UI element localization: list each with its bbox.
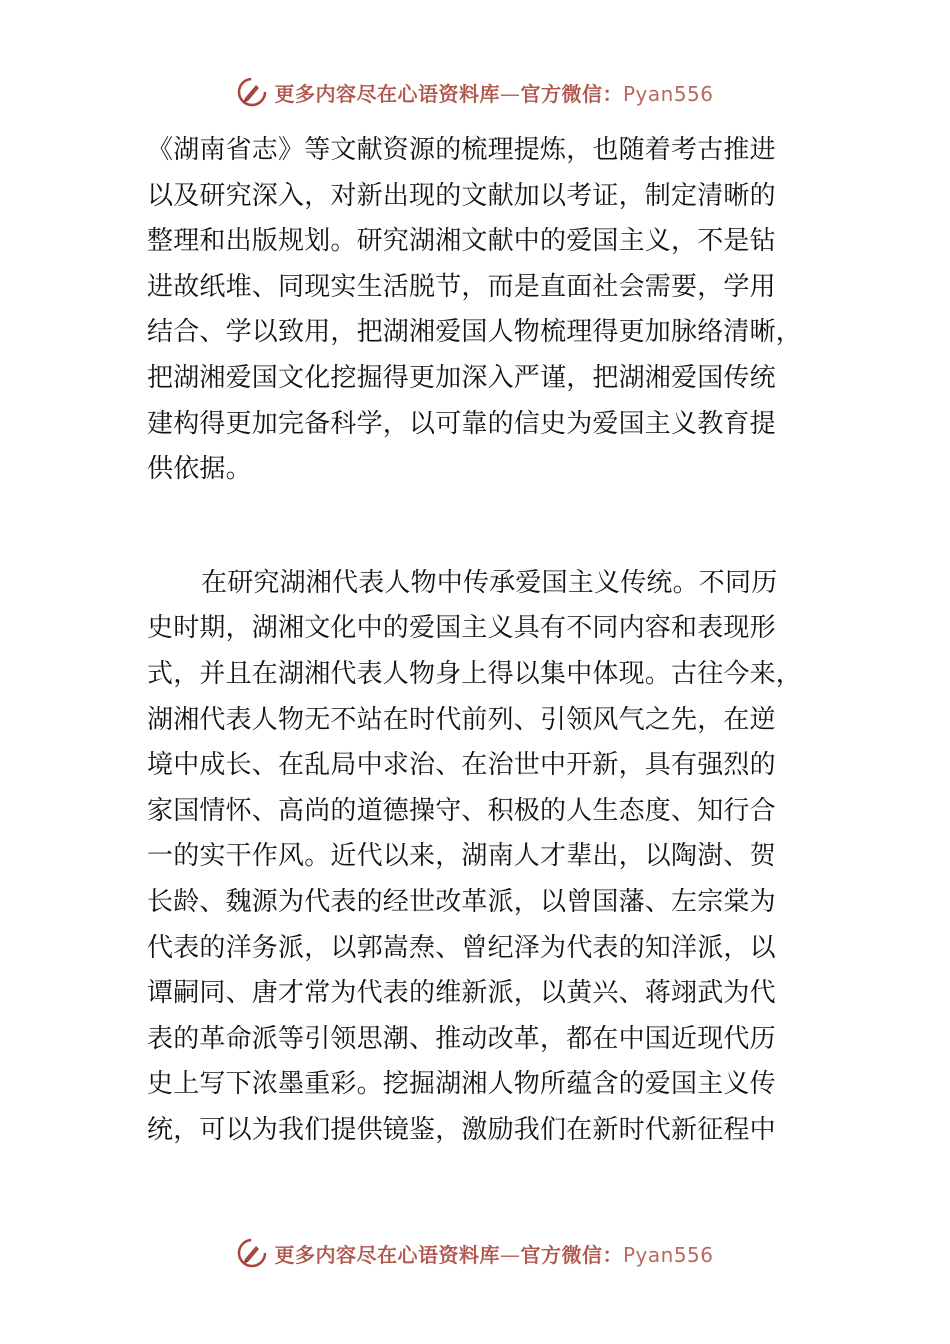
header-banner-main: 更多内容尽在心语资料库 — [274, 81, 500, 106]
paragraph-line: 式，并且在湖湘代表人物身上得以集中体现。古往今来， — [147, 658, 803, 689]
paragraph-line: 表的革命派等引领思潮、推动改革，都在中国近现代历 — [147, 1023, 776, 1054]
header-banner-id: Pyan556 — [622, 81, 714, 106]
article-body — [147, 128, 807, 1153]
footer-banner — [0, 1231, 950, 1275]
footer-banner-main: 更多内容尽在心语资料库 — [274, 1242, 500, 1267]
pen-nib-logo-icon — [236, 76, 268, 108]
paragraph-line: 谭嗣同、唐才常为代表的维新派，以黄兴、蒋翊武为代 — [147, 978, 776, 1009]
paragraph-line: 史上写下浓墨重彩。挖掘湖湘人物所蕴含的爱国主义传 — [147, 1069, 776, 1100]
paragraph-line: 《湖南省志》等文献资源的梳理提炼，也随着考古推进 — [147, 135, 776, 165]
paragraph-2 — [147, 561, 807, 1154]
paragraph-line: 代表的洋务派，以郭嵩焘、曾纪泽为代表的知洋派，以 — [147, 932, 776, 963]
paragraph-line: 湖湘代表人物无不站在时代前列、引领风气之先，在逆 — [147, 704, 776, 735]
header-banner-separator: — — [499, 81, 521, 106]
paragraph-line: 统，可以为我们提供镜鉴，激励我们在新时代新征程中 — [147, 1114, 776, 1145]
paragraph-line: 建构得更加完备科学，以可靠的信史为爱国主义教育提 — [147, 408, 776, 439]
header-banner — [0, 70, 950, 114]
footer-banner-text — [274, 1239, 713, 1268]
paragraph-line: 供依据。 — [147, 454, 252, 485]
paragraph-line: 史时期，湖湘文化中的爱国主义具有不同内容和表现形 — [147, 613, 776, 644]
footer-banner-id: Pyan556 — [622, 1242, 714, 1267]
paragraph-line: 家国情怀、高尚的道德操守、积极的人生态度、知行合 — [147, 795, 776, 826]
pen-nib-logo-icon — [236, 1237, 268, 1269]
header-banner-wechat-label: 官方微信： — [520, 81, 623, 106]
footer-banner-wechat-label: 官方微信： — [520, 1242, 623, 1267]
paragraph-line: 进故纸堆、同现实生活脱节，而是直面社会需要，学用 — [147, 271, 776, 302]
header-banner-text — [274, 78, 713, 107]
paragraph-line: 整理和出版规划。研究湖湘文献中的爱国主义，不是钻 — [147, 226, 776, 257]
paragraph-line: 境中成长、在乱局中求治、在治世中开新，具有强烈的 — [147, 750, 776, 781]
paragraph-line: 长龄、魏源为代表的经世改革派，以曾国藩、左宗棠为 — [147, 886, 776, 917]
paragraph-line: 在研究湖湘代表人物中传承爱国主义传统。不同历 — [201, 567, 778, 598]
paragraph-spacer — [147, 493, 807, 561]
footer-banner-separator: — — [499, 1242, 521, 1267]
paragraph-line: 以及研究深入，对新出现的文献加以考证，制定清晰的 — [147, 180, 776, 211]
paragraph-line: 一的实干作风。近代以来，湖南人才辈出，以陶澍、贺 — [147, 841, 776, 872]
paragraph-line: 结合、学以致用，把湖湘爱国人物梳理得更加脉络清晰， — [147, 317, 803, 348]
paragraph-1 — [147, 128, 807, 493]
paragraph-line: 把湖湘爱国文化挖掘得更加深入严谨，把湖湘爱国传统 — [147, 362, 776, 393]
